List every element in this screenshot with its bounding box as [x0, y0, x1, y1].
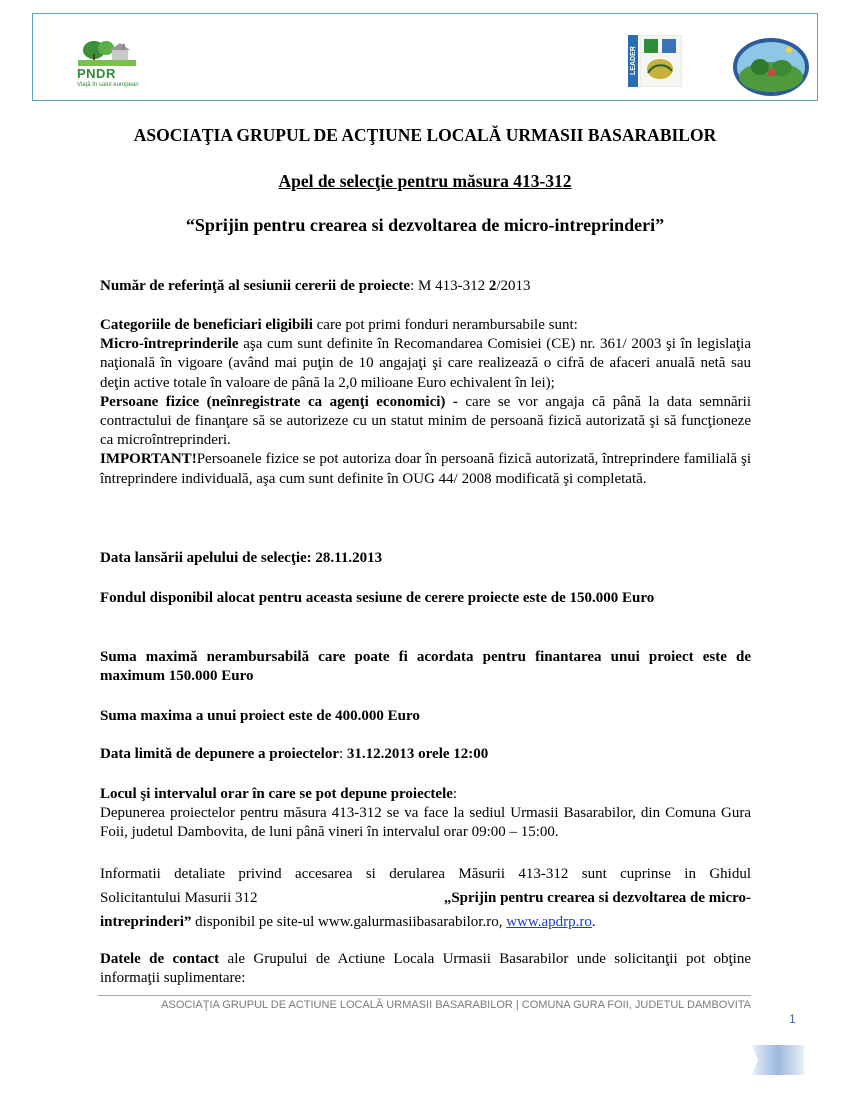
info-line-2: [100, 886, 751, 910]
beneficiaries-section: [100, 316, 751, 489]
gal-logo: [732, 37, 810, 97]
deadline-label: Data limită de depunere a proiectelor: [100, 746, 339, 762]
reference-prefix: : M 413-312: [410, 278, 489, 294]
categories-label: Categoriile de beneficiari eligibili: [100, 317, 313, 333]
place-text: Depunerea proiectelor pentru măsura 413-312 se va face la sediul Urmasii Basarabilor, din Comuna Gura Foii, judetul Dambovita, de luni până vineri în intervalul orar 09:00 – 15:00.: [100, 805, 751, 841]
info-line-1: Informatii detaliate privind accesarea si derularea Măsurii 413-312 sunt cuprinse in Ghidul: [100, 866, 751, 882]
contact-label: Datele de contact: [100, 951, 220, 967]
apdrp-link[interactable]: www.apdrp.ro: [506, 914, 592, 930]
info-guide-title: Solicitantului Masurii 312: [100, 890, 258, 906]
persons-label: Persoane fizice (neînregistrate ca agenţi economici) -: [100, 393, 458, 410]
deadline-colon: :: [339, 746, 347, 762]
footer-text: ASOCIAŢIA GRUPUL DE ACTIUNE LOCALĂ URMASII BASARABILOR | COMUNA GURA FOII, JUDETUL DAMBOVITA: [161, 999, 751, 1011]
micro-text: aşa cum sunt definite în Recomandarea Comisiei (CE) nr. 361/ 2003 şi în legislaţia naţională în vigoare (având mai puţin de 10 angajaţi şi care realizează o cifră de afaceri anuală netă sau deţin active totale în valoare de până la 2,0 milioane Euro echivalent în lei);: [100, 336, 751, 391]
deadline-value: 31.12.2013 orele 12:00: [346, 746, 489, 762]
info-end: .: [591, 914, 596, 930]
organization-title: ASOCIAŢIA GRUPUL DE ACŢIUNE LOCALĂ URMASII BASARABILOR: [133, 125, 717, 145]
pndr-landscape-icon: [78, 40, 136, 66]
info-site-text: disponibil pe site-ul www.galurmasiibasarabilor.ro,: [191, 914, 507, 930]
info-measure-name: „Sprijin pentru crearea si dezvoltarea de micro-: [443, 890, 751, 906]
max-grant: Suma maximă nerambursabilă care poate fi acordata pentru finantarea unui proiect este de maximum 150.000 Euro: [100, 649, 751, 685]
info-line-3: [100, 910, 751, 934]
call-title: Apel de selecţie pentru măsura 413-312: [278, 171, 572, 191]
header-frame: [32, 13, 818, 101]
svg-text:LEADER: LEADER: [630, 46, 637, 75]
page-corner-decoration: [752, 1045, 804, 1075]
deadline: [100, 745, 751, 764]
max-project-value: Suma maxima a unui proiect este de 400.000 Euro: [100, 708, 420, 724]
pndr-logo: [74, 40, 140, 96]
page-number: 1: [789, 1012, 796, 1026]
footer-divider: [98, 995, 751, 996]
important-text: Persoanele fizice se pot autoriza doar în persoană fizică autorizată, întreprindere familială şi întreprindere individuală, aşa cum sunt definite în OUG 44/ 2008 modificată şi completată.: [100, 451, 751, 487]
place-label: Locul şi intervalul orar în care se pot depune proiectele: [100, 786, 453, 802]
leader-logo: [628, 35, 682, 87]
micro-label: Micro-întreprinderile: [100, 336, 239, 353]
place-colon: :: [452, 786, 458, 802]
important-label: IMPORTANT!: [100, 451, 197, 468]
reference-year: /2013: [496, 278, 531, 294]
reference-label: Număr de referinţă al sesiunii cererii de proiecte: [100, 278, 411, 294]
pndr-tagline: Viaţă în satul european: [77, 82, 139, 88]
contact-text: ale Grupului de Actiune Locala Urmasii Basarabilor unde solicitanţii pot obţine informaţii suplimentare:: [100, 951, 751, 987]
reference-number: [100, 277, 751, 296]
submission-place: [100, 785, 751, 843]
persons-text: care se vor angaja că până la data semnării contractului de finanţare să se autorizeze cu un statut minim de persoană fizică autorizată şi să funcţioneze ca microîntreprinderi.: [100, 393, 751, 449]
available-fund: Fondul disponibil alocat pentru aceasta sesiune de cerere proiecte este de 150.000 Euro: [100, 590, 655, 606]
reference-number-value: 2: [488, 278, 497, 294]
measure-title: “Sprijin pentru crearea si dezvoltarea de micro-intreprinderi”: [185, 215, 665, 235]
info-measure-name-end: intreprinderi”: [100, 914, 192, 930]
categories-text: care pot primi fonduri nerambursabile sunt:: [312, 317, 578, 333]
info-paragraph: [100, 862, 751, 934]
launch-date: Data lansării apelului de selecţie: 28.11.2013: [100, 550, 383, 566]
pndr-brand: PNDR: [77, 66, 116, 81]
contact-paragraph: [100, 950, 751, 988]
